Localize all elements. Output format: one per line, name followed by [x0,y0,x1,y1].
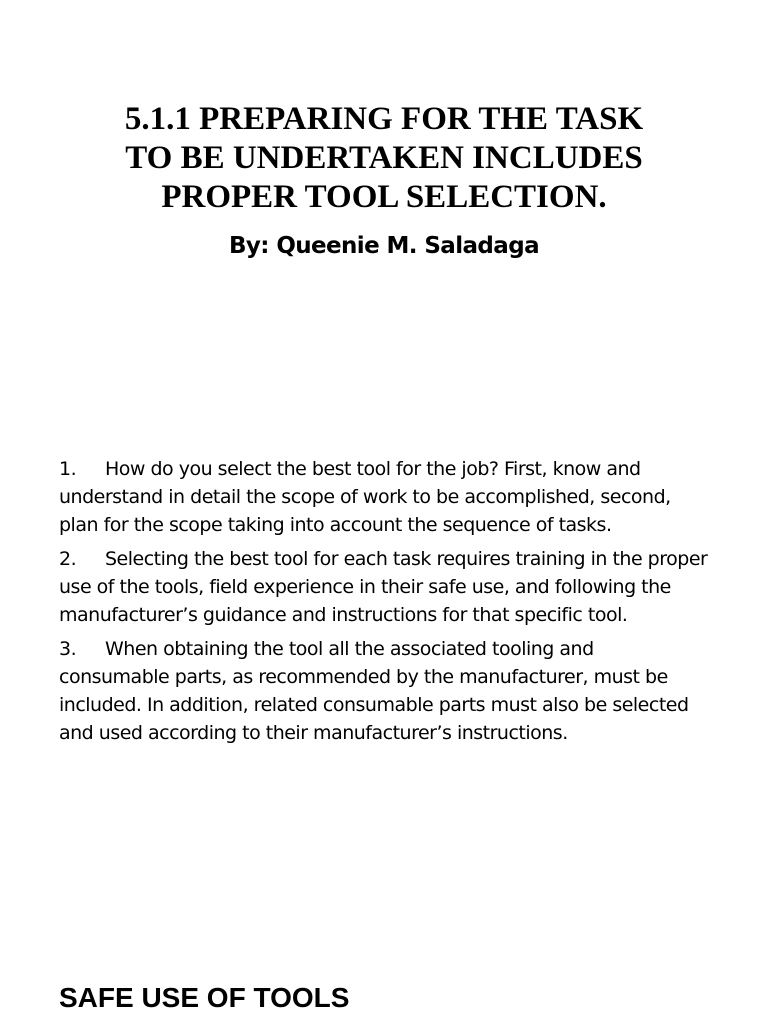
list-item [59,545,709,629]
list-item [59,455,709,539]
list-item-number: 2. [59,548,77,570]
document-title [60,100,708,217]
list-item-text: How do you select the best tool for the job? First, know and understand in detail the scope of work to be accomplished, second, plan for the scope taking into account the sequence of tasks. [59,458,671,536]
section-heading: SAFE USE OF TOOLS [59,982,350,1013]
author-byline: By: Queenie M. Saladaga [228,233,539,259]
list-item-text: Selecting the best tool for each task requires training in the proper use of the tools, field experience in their safe use, and following the manufacturer’s guidance and instructions for that specific tool. [59,548,708,626]
list-item-text: When obtaining the tool all the associated tooling and consumable parts, as recommended by the manufacturer, must be included. In addition, related consumable parts must also be selected and used according to their manufacturer’s instructions. [59,638,689,744]
title-line: PROPER TOOL SELECTION. [161,179,607,215]
title-line: 5.1.1 PREPARING FOR THE TASK [124,101,644,137]
title-line: TO BE UNDERTAKEN INCLUDES [125,140,643,176]
list-item-number: 3. [59,638,77,660]
numbered-list [59,455,709,753]
list-item [59,635,709,747]
list-item-number: 1. [59,458,77,480]
